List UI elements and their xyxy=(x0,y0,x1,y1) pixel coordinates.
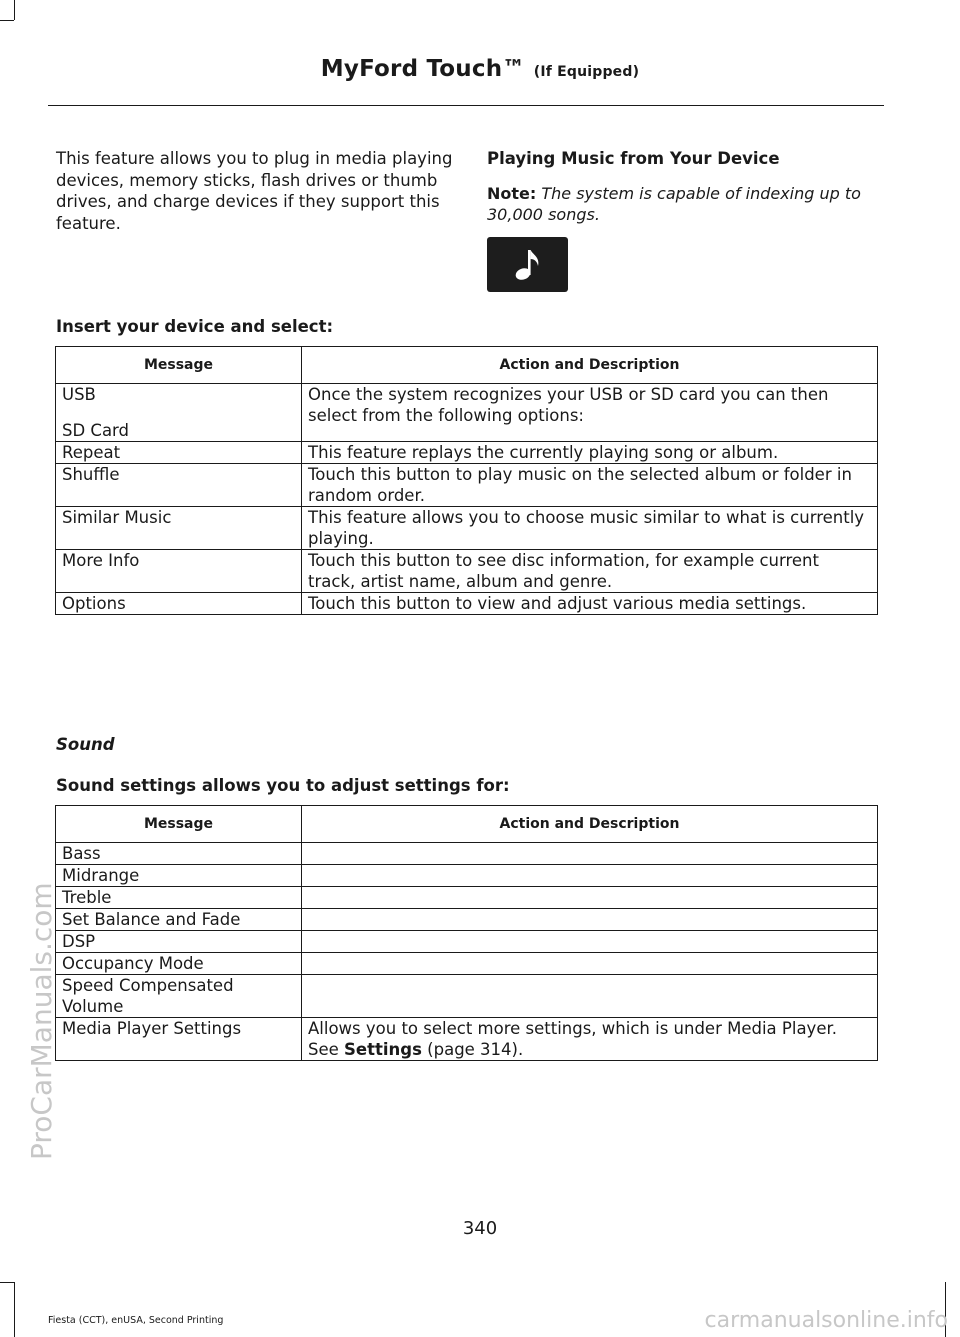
action-cell xyxy=(302,909,878,931)
column-header-message: Message xyxy=(56,347,302,384)
note-text: The system is capable of indexing up to 30,000 songs. xyxy=(487,184,861,224)
table-row xyxy=(56,909,878,931)
action-cell xyxy=(302,887,878,909)
table-row xyxy=(56,507,878,550)
page-title-main: MyFord Touch™ xyxy=(320,56,526,82)
action-cell: Touch this button to see disc information, for example current track, artist name, album and genre. xyxy=(302,550,878,593)
table-row xyxy=(56,464,878,507)
message-cell xyxy=(56,384,302,442)
section-heading: Playing Music from Your Device xyxy=(487,149,780,168)
intro-paragraph: This feature allows you to plug in media playing devices, memory sticks, flash drives or thumb drives, and charge devices if they support this feature. xyxy=(56,149,453,233)
message-cell: Midrange xyxy=(56,865,302,887)
message-cell: Occupancy Mode xyxy=(56,953,302,975)
message-cell: Repeat xyxy=(56,442,302,464)
action-cell: This feature replays the currently playing song or album. xyxy=(302,442,878,464)
message-cell: Bass xyxy=(56,843,302,865)
note-label: Note: xyxy=(487,184,537,203)
table-row xyxy=(56,384,878,442)
action-suffix: (page 314). xyxy=(421,1040,524,1059)
action-text: Allows you to select more settings, which is under Media Player. See xyxy=(308,1019,837,1059)
page-title xyxy=(0,56,960,82)
table-header-row xyxy=(56,347,878,384)
table-row xyxy=(56,931,878,953)
column-header-action: Action and Description xyxy=(302,347,878,384)
action-cell: This feature allows you to choose music similar to what is currently playing. xyxy=(302,507,878,550)
table-row xyxy=(56,1018,878,1061)
message-cell: More Info xyxy=(56,550,302,593)
action-cell: Touch this button to play music on the selected album or folder in random order. xyxy=(302,464,878,507)
header-divider xyxy=(48,105,884,106)
message-cell: Options xyxy=(56,593,302,615)
insert-heading: Insert your device and select: xyxy=(56,317,334,336)
action-cell xyxy=(302,865,878,887)
footer-edition: Fiesta (CCT), enUSA, Second Printing xyxy=(48,1315,224,1326)
table-row xyxy=(56,887,878,909)
table-row xyxy=(56,550,878,593)
message-cell: Similar Music xyxy=(56,507,302,550)
message-cell: Treble xyxy=(56,887,302,909)
action-cell: Once the system recognizes your USB or SD card you can then select from the following options: xyxy=(302,384,878,442)
table-row xyxy=(56,953,878,975)
message-cell: DSP xyxy=(56,931,302,953)
message-text: USB xyxy=(62,385,96,404)
table-row xyxy=(56,442,878,464)
crop-mark xyxy=(14,0,15,20)
page-number: 340 xyxy=(462,1218,498,1239)
message-text: SD Card xyxy=(62,421,130,440)
sound-heading: Sound settings allows you to adjust settings for: xyxy=(56,776,510,795)
action-cell xyxy=(302,975,878,1018)
message-cell: Media Player Settings xyxy=(56,1018,302,1061)
music-note-icon xyxy=(487,237,568,292)
column-header-message: Message xyxy=(56,806,302,843)
action-cell xyxy=(302,953,878,975)
settings-link[interactable]: Settings xyxy=(344,1040,422,1059)
sound-label: Sound xyxy=(56,735,115,754)
crop-mark xyxy=(0,20,14,21)
sound-settings-table xyxy=(55,805,878,1061)
table-row xyxy=(56,593,878,615)
message-cell: Speed Compensated Volume xyxy=(56,975,302,1018)
message-cell: Set Balance and Fade xyxy=(56,909,302,931)
table-row xyxy=(56,865,878,887)
action-cell: Touch this button to view and adjust various media settings. xyxy=(302,593,878,615)
table-row xyxy=(56,975,878,1018)
column-header-action: Action and Description xyxy=(302,806,878,843)
table-header-row xyxy=(56,806,878,843)
note-paragraph xyxy=(487,183,887,225)
watermark-side: ProCarManuals.com xyxy=(25,882,58,1160)
watermark-bottom: carmanualsonline.info xyxy=(704,1308,948,1333)
table-row xyxy=(56,843,878,865)
crop-mark xyxy=(0,1282,14,1283)
media-options-table xyxy=(55,346,878,615)
action-cell xyxy=(302,931,878,953)
message-cell: Shuffle xyxy=(56,464,302,507)
page-title-subtitle: (If Equipped) xyxy=(533,64,640,80)
action-cell xyxy=(302,843,878,865)
action-cell xyxy=(302,1018,878,1061)
crop-mark xyxy=(14,1282,15,1337)
